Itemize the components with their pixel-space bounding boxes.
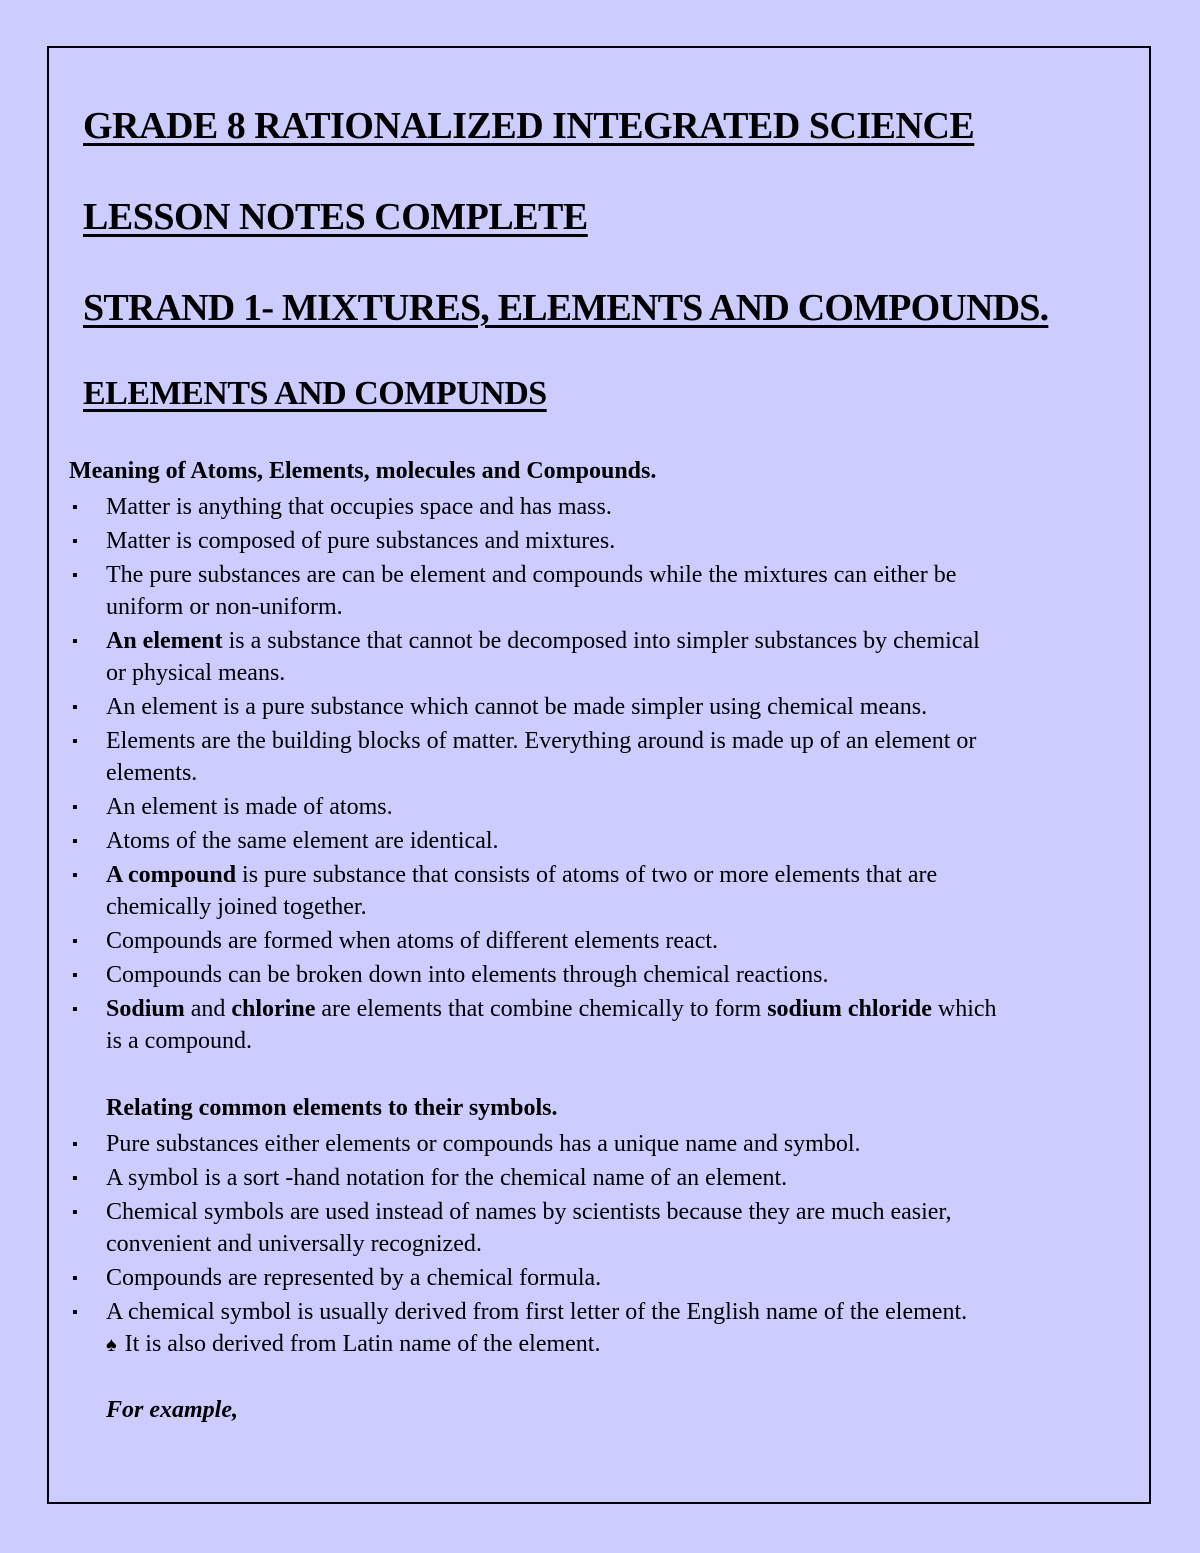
list-item-text: Compounds can be broken down into elements through chemical reactions.: [106, 962, 829, 988]
list-item-text: [106, 859, 937, 892]
list-item-text: Matter is composed of pure substances and mixtures.: [106, 528, 616, 554]
square-bullet-icon: ▪: [72, 1304, 78, 1321]
sub-list-item: [106, 1328, 600, 1362]
term-sodium: Sodium: [106, 996, 185, 1022]
square-bullet-icon: ▪: [72, 533, 78, 550]
square-bullet-icon: ▪: [72, 833, 78, 850]
square-bullet-icon: ▪: [72, 633, 78, 650]
example-label: For example,: [106, 1397, 238, 1423]
list-item-text: A chemical symbol is usually derived from first letter of the English name of the element.: [106, 1299, 968, 1325]
list-item-text: [106, 993, 997, 1026]
list-item-text-rest: are elements that combine chemically to form: [315, 996, 768, 1022]
list-item-text: Chemical symbols are used instead of names by scientists because they are much easier,: [106, 1199, 952, 1225]
square-bullet-icon: ▪: [72, 1001, 78, 1018]
term-element: An element: [106, 628, 223, 654]
square-bullet-icon: ▪: [72, 867, 78, 884]
list-item-text-rest: is a substance that cannot be decomposed into simpler substances by chemical: [222, 628, 980, 654]
square-bullet-icon: ▪: [72, 1136, 78, 1153]
square-bullet-icon: ▪: [72, 1204, 78, 1221]
section-title-symbols: Relating common elements to their symbols.: [106, 1095, 558, 1121]
list-item-text: convenient and universally recognized.: [106, 1231, 482, 1257]
list-item-text-rest: which: [931, 996, 997, 1022]
list-item-text: Compounds are formed when atoms of different elements react.: [106, 928, 719, 954]
square-bullet-icon: ▪: [72, 1170, 78, 1187]
list-item-text: chemically joined together.: [106, 894, 367, 920]
strand-heading: STRAND 1- MIXTURES, ELEMENTS AND COMPOUNDS.: [83, 287, 1049, 329]
square-bullet-icon: ▪: [72, 499, 78, 516]
list-item-text-rest: and: [184, 996, 232, 1022]
list-item-text: uniform or non-uniform.: [106, 594, 343, 620]
list-item-text: is a compound.: [106, 1028, 252, 1054]
topic-heading: ELEMENTS AND COMPUNDS: [83, 375, 547, 412]
list-item-text-rest: is pure substance that consists of atoms of two or more elements that are: [236, 862, 938, 888]
list-item-text: The pure substances are can be element and compounds while the mixtures can either be: [106, 562, 957, 588]
list-item-text: A symbol is a sort -hand notation for the chemical name of an element.: [106, 1165, 788, 1191]
title-line-2: LESSON NOTES COMPLETE: [83, 196, 588, 238]
list-item-text: Atoms of the same element are identical.: [106, 828, 499, 854]
list-item-text: Compounds are represented by a chemical formula.: [106, 1265, 602, 1291]
list-item-text: Pure substances either elements or compounds has a unique name and symbol.: [106, 1131, 861, 1157]
list-item-text: or physical means.: [106, 660, 286, 686]
list-item-text: Matter is anything that occupies space and has mass.: [106, 494, 612, 520]
square-bullet-icon: ▪: [72, 733, 78, 750]
list-item-text: An element is a pure substance which cannot be made simpler using chemical means.: [106, 694, 928, 720]
list-item-text: Elements are the building blocks of matter. Everything around is made up of an element or: [106, 728, 977, 754]
spade-bullet-icon: ♠: [106, 1334, 117, 1356]
list-item-text: An element is made of atoms.: [106, 794, 393, 820]
square-bullet-icon: ▪: [72, 967, 78, 984]
square-bullet-icon: ▪: [72, 799, 78, 816]
section-title-meaning: Meaning of Atoms, Elements, molecules and Compounds.: [69, 458, 657, 484]
sub-list-item-text: It is also derived from Latin name of the element.: [124, 1331, 601, 1357]
term-compound: A compound: [106, 862, 237, 888]
term-chlorine: chlorine: [231, 996, 316, 1022]
square-bullet-icon: ▪: [72, 699, 78, 716]
list-item-text: elements.: [106, 760, 198, 786]
square-bullet-icon: ▪: [72, 1270, 78, 1287]
list-item-text: [106, 625, 980, 658]
square-bullet-icon: ▪: [72, 933, 78, 950]
term-sodium-chloride: sodium chloride: [767, 996, 932, 1022]
title-line-1: GRADE 8 RATIONALIZED INTEGRATED SCIENCE: [83, 105, 975, 147]
square-bullet-icon: ▪: [72, 567, 78, 584]
